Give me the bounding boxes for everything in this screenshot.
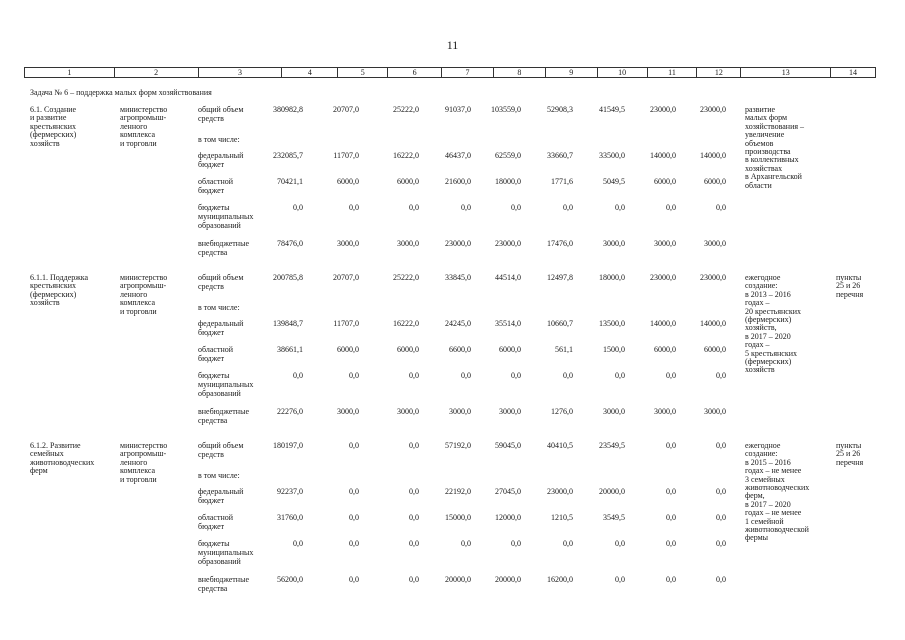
expected-result-text: увеличение	[745, 130, 785, 140]
amount-value: 3000,0	[397, 239, 419, 248]
expected-result-text: ферм,	[745, 491, 765, 501]
amount-value: 0,0	[615, 371, 625, 380]
amount-value: 3000,0	[449, 407, 471, 416]
amount-value: 18000,0	[599, 273, 625, 282]
expected-result-text: 3 семейных	[745, 474, 785, 484]
amount-value: 0,0	[666, 575, 676, 584]
expected-result-text: в Архангельской	[745, 172, 802, 182]
amount-value: 20000,0	[599, 487, 625, 496]
amount-value: 0,0	[511, 371, 521, 380]
expected-result-text: 5 крестьянских	[745, 348, 798, 358]
funding-source-label: внебюджетные	[198, 407, 249, 416]
amount-value: 0,0	[615, 539, 625, 548]
measure-name: 6.1.1. Поддержка	[30, 273, 89, 282]
amount-value: 25222,0	[393, 273, 419, 282]
column-header-11: 11	[648, 68, 698, 77]
amount-value: 6000,0	[654, 177, 676, 186]
expected-result-text: годах – не менее	[745, 466, 802, 476]
column-header-7: 7	[442, 68, 494, 77]
measure-name: крестьянских	[30, 121, 77, 131]
column-header-row	[24, 67, 876, 78]
measure-name: и развитие	[30, 113, 67, 123]
measure-name: (фермерских)	[30, 289, 77, 299]
reference-text: перечня	[836, 457, 864, 467]
amount-value: 6000,0	[397, 345, 419, 354]
reference-text: пункты	[836, 441, 862, 450]
expected-result-text: хозяйств	[745, 365, 775, 375]
expected-result-text: ежегодное	[745, 441, 781, 450]
expected-result-text: 20 крестьянских	[745, 306, 802, 316]
funding-source-label: образований	[198, 557, 241, 566]
expected-result-text: (фермерских)	[745, 357, 792, 366]
measure-name: хозяйств	[30, 298, 60, 308]
amount-value: 0,0	[293, 371, 303, 380]
amount-value: 33500,0	[599, 151, 625, 160]
amount-value: 0,0	[293, 203, 303, 212]
amount-value: 0,0	[563, 371, 573, 380]
amount-value: 0,0	[666, 441, 676, 450]
executor-text: комплекса	[120, 466, 156, 476]
amount-value: 25222,0	[393, 105, 419, 114]
amount-value: 0,0	[349, 575, 359, 584]
expected-result-text: в 2015 – 2016	[745, 457, 791, 467]
amount-value: 15000,0	[445, 513, 471, 522]
amount-value: 0,0	[716, 371, 726, 380]
amount-value: 6000,0	[704, 177, 726, 186]
amount-value: 139848,7	[273, 319, 303, 328]
amount-value: 3000,0	[654, 239, 676, 248]
expected-result-text: (фермерских)	[745, 315, 792, 324]
amount-value: 3549,5	[603, 513, 625, 522]
amount-value: 3000,0	[499, 407, 521, 416]
expected-result-text: хозяйствования –	[745, 121, 805, 131]
funding-source-label: областной	[198, 345, 234, 354]
amount-value: 10660,7	[547, 319, 573, 328]
amount-value: 33660,7	[547, 151, 573, 160]
amount-value: 0,0	[563, 539, 573, 548]
page-number: 11	[446, 38, 459, 52]
amount-value: 38661,1	[277, 345, 303, 354]
amount-value: 0,0	[511, 539, 521, 548]
amount-value: 0,0	[716, 539, 726, 548]
amount-value: 23549,5	[599, 441, 625, 450]
amount-value: 41549,5	[599, 105, 625, 114]
column-header-5: 5	[338, 68, 388, 77]
funding-source-label: федеральный	[198, 487, 244, 496]
amount-value: 12000,0	[495, 513, 521, 522]
amount-value: 6000,0	[704, 345, 726, 354]
funding-source-label: бюджет	[198, 354, 225, 363]
measure-name: семейных	[30, 449, 64, 459]
column-header-2: 2	[115, 68, 199, 77]
expected-result-text: в коллективных	[745, 155, 799, 165]
amount-value: 18000,0	[495, 177, 521, 186]
amount-value: 0,0	[349, 539, 359, 548]
executor-text: ленного	[120, 457, 148, 467]
expected-result-text: развитие	[745, 105, 776, 114]
amount-value: 52908,3	[547, 105, 573, 114]
expected-result-text: производства	[745, 147, 791, 156]
amount-value: 11707,0	[333, 319, 359, 328]
amount-value: 0,0	[615, 203, 625, 212]
amount-value: 17476,0	[547, 239, 573, 248]
funding-source-label: средств	[198, 282, 224, 291]
funding-source-label: в том числе:	[198, 303, 240, 312]
amount-value: 232085,7	[273, 151, 303, 160]
expected-result-text: хозяйств,	[745, 323, 777, 333]
measure-name: 6.1. Создание	[30, 105, 77, 114]
amount-value: 6000,0	[337, 345, 359, 354]
amount-value: 23000,0	[445, 239, 471, 248]
amount-value: 0,0	[409, 203, 419, 212]
measure-name: крестьянских	[30, 281, 77, 291]
funding-source-label: общий объем	[198, 273, 244, 282]
amount-value: 0,0	[409, 575, 419, 584]
amount-value: 23000,0	[700, 105, 726, 114]
expected-result-text: животноводческой	[745, 525, 809, 534]
amount-value: 27045,0	[495, 487, 521, 496]
expected-result-text: объемов	[745, 138, 774, 148]
funding-source-label: средства	[198, 248, 228, 257]
reference-text: пункты	[836, 273, 862, 282]
amount-value: 20000,0	[495, 575, 521, 584]
amount-value: 0,0	[409, 487, 419, 496]
amount-value: 16222,0	[393, 319, 419, 328]
amount-value: 0,0	[349, 487, 359, 496]
funding-source-label: областной	[198, 513, 234, 522]
executor-text: министерство	[120, 273, 168, 282]
amount-value: 1771,6	[551, 177, 573, 186]
amount-value: 14000,0	[650, 151, 676, 160]
funding-source-label: общий объем	[198, 105, 244, 114]
funding-source-label: в том числе:	[198, 471, 240, 480]
expected-result-text: в 2013 – 2016	[745, 289, 791, 299]
amount-value: 0,0	[461, 203, 471, 212]
funding-source-label: внебюджетные	[198, 575, 249, 584]
amount-value: 0,0	[666, 371, 676, 380]
amount-value: 180197,0	[273, 441, 303, 450]
amount-value: 11707,0	[333, 151, 359, 160]
funding-source-label: бюджеты	[198, 371, 230, 380]
executor-text: агропромыш-	[120, 449, 167, 459]
expected-result-text: в 2017 – 2020	[745, 331, 791, 341]
funding-source-label: бюджет	[198, 186, 225, 195]
amount-value: 0,0	[716, 575, 726, 584]
amount-value: 0,0	[349, 441, 359, 450]
amount-value: 23000,0	[495, 239, 521, 248]
funding-source-label: бюджет	[198, 160, 225, 169]
executor-text: и торговли	[120, 138, 157, 148]
amount-value: 20707,0	[333, 105, 359, 114]
expected-result-text: в 2017 – 2020	[745, 499, 791, 509]
funding-source-label: средств	[198, 450, 224, 459]
executor-text: министерство	[120, 441, 168, 450]
amount-value: 16222,0	[393, 151, 419, 160]
funding-source-label: внебюджетные	[198, 239, 249, 248]
amount-value: 0,0	[666, 513, 676, 522]
amount-value: 3000,0	[654, 407, 676, 416]
amount-value: 0,0	[461, 539, 471, 548]
amount-value: 3000,0	[603, 407, 625, 416]
funding-source-label: в том числе:	[198, 135, 240, 144]
amount-value: 6000,0	[499, 345, 521, 354]
amount-value: 59045,0	[495, 441, 521, 450]
amount-value: 14000,0	[700, 151, 726, 160]
amount-value: 3000,0	[603, 239, 625, 248]
column-header-12: 12	[697, 68, 741, 77]
amount-value: 0,0	[409, 539, 419, 548]
amount-value: 24245,0	[445, 319, 471, 328]
amount-value: 78476,0	[277, 239, 303, 248]
expected-result-text: создание:	[745, 449, 778, 459]
amount-value: 20000,0	[445, 575, 471, 584]
funding-source-label: средства	[198, 584, 228, 593]
amount-value: 23000,0	[547, 487, 573, 496]
amount-value: 23000,0	[650, 105, 676, 114]
amount-value: 0,0	[409, 441, 419, 450]
measure-name: хозяйств	[30, 138, 60, 148]
amount-value: 0,0	[716, 441, 726, 450]
amount-value: 0,0	[461, 371, 471, 380]
expected-result-text: годах –	[745, 340, 770, 350]
amount-value: 44514,0	[495, 273, 521, 282]
amount-value: 0,0	[666, 487, 676, 496]
executor-text: агропромыш-	[120, 281, 167, 291]
amount-value: 23000,0	[650, 273, 676, 282]
executor-text: агропромыш-	[120, 113, 167, 123]
amount-value: 5049,5	[603, 177, 625, 186]
funding-source-label: муниципальных	[198, 380, 254, 389]
amount-value: 1500,0	[603, 345, 625, 354]
amount-value: 3000,0	[337, 407, 359, 416]
task-title: Задача № 6 – поддержка малых форм хозяйствования	[30, 88, 212, 97]
amount-value: 1276,0	[551, 407, 573, 416]
amount-value: 0,0	[666, 539, 676, 548]
amount-value: 14000,0	[700, 319, 726, 328]
amount-value: 561,1	[555, 345, 573, 354]
amount-value: 70421,1	[277, 177, 303, 186]
reference-text: 25 и 26	[836, 449, 861, 459]
amount-value: 56200,0	[277, 575, 303, 584]
measure-name: (фермерских)	[30, 130, 77, 140]
amount-value: 22276,0	[277, 407, 303, 416]
amount-value: 0,0	[563, 203, 573, 212]
expected-result-text: малых форм	[745, 113, 788, 123]
funding-source-label: федеральный	[198, 151, 244, 160]
amount-value: 0,0	[293, 539, 303, 548]
column-header-10: 10	[598, 68, 648, 77]
amount-value: 0,0	[409, 513, 419, 522]
funding-source-label: областной	[198, 177, 234, 186]
amount-value: 3000,0	[704, 239, 726, 248]
amount-value: 22192,0	[445, 487, 471, 496]
funding-source-label: муниципальных	[198, 212, 254, 221]
amount-value: 13500,0	[599, 319, 625, 328]
amount-value: 0,0	[409, 371, 419, 380]
funding-source-label: образований	[198, 221, 241, 230]
amount-value: 3000,0	[337, 239, 359, 248]
measure-name: 6.1.2. Развитие	[30, 441, 81, 450]
amount-value: 0,0	[716, 203, 726, 212]
column-header-4: 4	[282, 68, 338, 77]
reference-text: 25 и 26	[836, 281, 861, 291]
executor-text: комплекса	[120, 130, 156, 140]
amount-value: 62559,0	[495, 151, 521, 160]
column-header-9: 9	[546, 68, 598, 77]
funding-source-label: общий объем	[198, 441, 244, 450]
amount-value: 91037,0	[445, 105, 471, 114]
expected-result-text: области	[745, 180, 772, 190]
expected-result-text: фермы	[745, 533, 769, 543]
funding-source-label: бюджет	[198, 522, 225, 531]
column-header-13: 13	[741, 68, 831, 77]
expected-result-text: создание:	[745, 281, 778, 291]
funding-source-label: бюджет	[198, 328, 225, 337]
amount-value: 103559,0	[491, 105, 521, 114]
amount-value: 0,0	[716, 487, 726, 496]
expected-result-text: годах –	[745, 298, 770, 308]
amount-value: 0,0	[666, 203, 676, 212]
funding-source-label: бюджеты	[198, 203, 230, 212]
amount-value: 3000,0	[397, 407, 419, 416]
column-header-6: 6	[388, 68, 442, 77]
amount-value: 6000,0	[654, 345, 676, 354]
amount-value: 16200,0	[547, 575, 573, 584]
amount-value: 0,0	[716, 513, 726, 522]
amount-value: 33845,0	[445, 273, 471, 282]
amount-value: 40410,5	[547, 441, 573, 450]
amount-value: 21600,0	[445, 177, 471, 186]
funding-source-label: бюджет	[198, 496, 225, 505]
amount-value: 14000,0	[650, 319, 676, 328]
column-header-3: 3	[199, 68, 283, 77]
funding-source-label: средства	[198, 416, 228, 425]
executor-text: министерство	[120, 105, 168, 114]
amount-value: 0,0	[349, 371, 359, 380]
amount-value: 57192,0	[445, 441, 471, 450]
expected-result-text: хозяйствах	[745, 163, 783, 173]
amount-value: 0,0	[349, 513, 359, 522]
amount-value: 31760,0	[277, 513, 303, 522]
amount-value: 6000,0	[397, 177, 419, 186]
amount-value: 46437,0	[445, 151, 471, 160]
executor-text: ленного	[120, 121, 148, 131]
amount-value: 0,0	[511, 203, 521, 212]
measure-name: ферм	[30, 466, 48, 476]
amount-value: 92237,0	[277, 487, 303, 496]
funding-source-label: бюджеты	[198, 539, 230, 548]
funding-source-label: образований	[198, 389, 241, 398]
amount-value: 12497,8	[547, 273, 573, 282]
executor-text: комплекса	[120, 298, 156, 308]
amount-value: 200785,8	[273, 273, 303, 282]
column-header-14: 14	[849, 68, 858, 77]
amount-value: 0,0	[349, 203, 359, 212]
expected-result-text: ежегодное	[745, 273, 781, 282]
amount-value: 20707,0	[333, 273, 359, 282]
funding-source-label: муниципальных	[198, 548, 254, 557]
column-header-1: 1	[25, 68, 115, 77]
funding-source-label: средств	[198, 114, 224, 123]
amount-value: 1210,5	[551, 513, 573, 522]
executor-text: и торговли	[120, 306, 157, 316]
expected-result-text: годах – не менее	[745, 508, 802, 518]
amount-value: 35514,0	[495, 319, 521, 328]
executor-text: и торговли	[120, 474, 157, 484]
expected-result-text: 1 семейной	[745, 516, 784, 526]
amount-value: 380982,8	[273, 105, 303, 114]
amount-value: 6000,0	[337, 177, 359, 186]
amount-value: 3000,0	[704, 407, 726, 416]
column-header-8: 8	[494, 68, 546, 77]
amount-value: 0,0	[615, 575, 625, 584]
amount-value: 23000,0	[700, 273, 726, 282]
measure-name: животноводческих	[30, 457, 95, 467]
funding-source-label: федеральный	[198, 319, 244, 328]
amount-value: 6600,0	[449, 345, 471, 354]
executor-text: ленного	[120, 289, 148, 299]
expected-result-text: животноводческих	[745, 483, 810, 492]
reference-text: перечня	[836, 289, 864, 299]
